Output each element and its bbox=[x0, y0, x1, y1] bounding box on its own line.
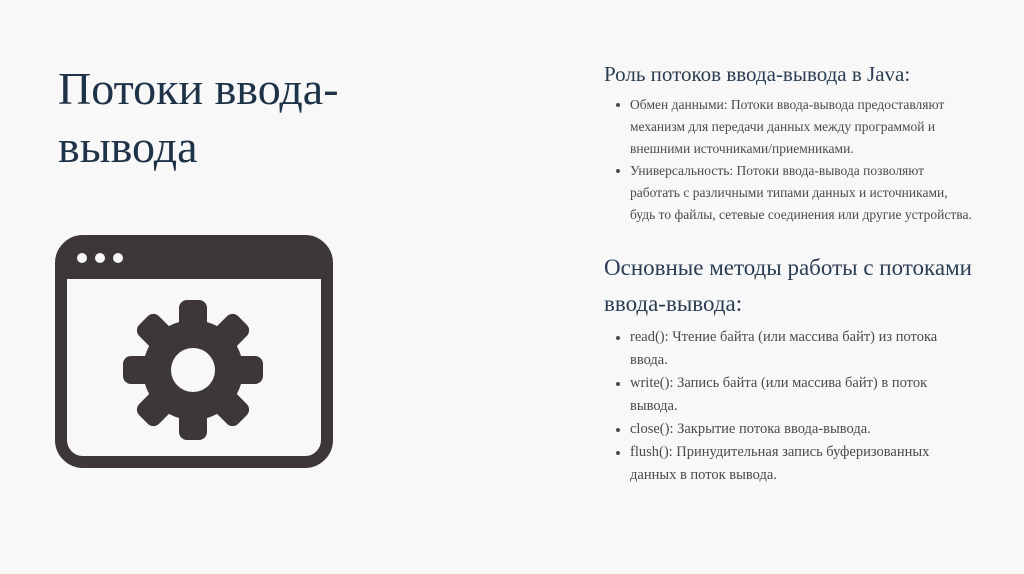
list-item: read(): Чтение байта (или массива байт) из потока ввода. bbox=[630, 326, 976, 372]
bullet-list-methods bbox=[604, 326, 976, 487]
slide-title: Потоки ввода-вывода bbox=[58, 63, 339, 172]
list-item: flush(): Принудительная запись буферизованных данных в поток вывода. bbox=[630, 441, 976, 487]
content-column bbox=[604, 58, 976, 487]
bullet-list-role bbox=[604, 94, 976, 226]
section-heading-role: Роль потоков ввода-вывода в Java: bbox=[604, 62, 911, 86]
section-heading-methods: Основные методы работы с потоками ввода-вывода: bbox=[604, 255, 972, 316]
list-item: Обмен данными: Потоки ввода-вывода предоставляют механизм для передачи данных между программой и внешними источниками/приемниками. bbox=[630, 94, 976, 160]
list-item: Универсальность: Потоки ввода-вывода позволяют работать с различными типами данных и источниками, будь то файлы, сетевые соединения или другие устройства. bbox=[630, 160, 976, 226]
list-item: close(): Закрытие потока ввода-вывода. bbox=[630, 418, 976, 441]
list-item: write(): Запись байта (или массива байт) в поток вывода. bbox=[630, 372, 976, 418]
window-gear-icon bbox=[55, 235, 333, 468]
